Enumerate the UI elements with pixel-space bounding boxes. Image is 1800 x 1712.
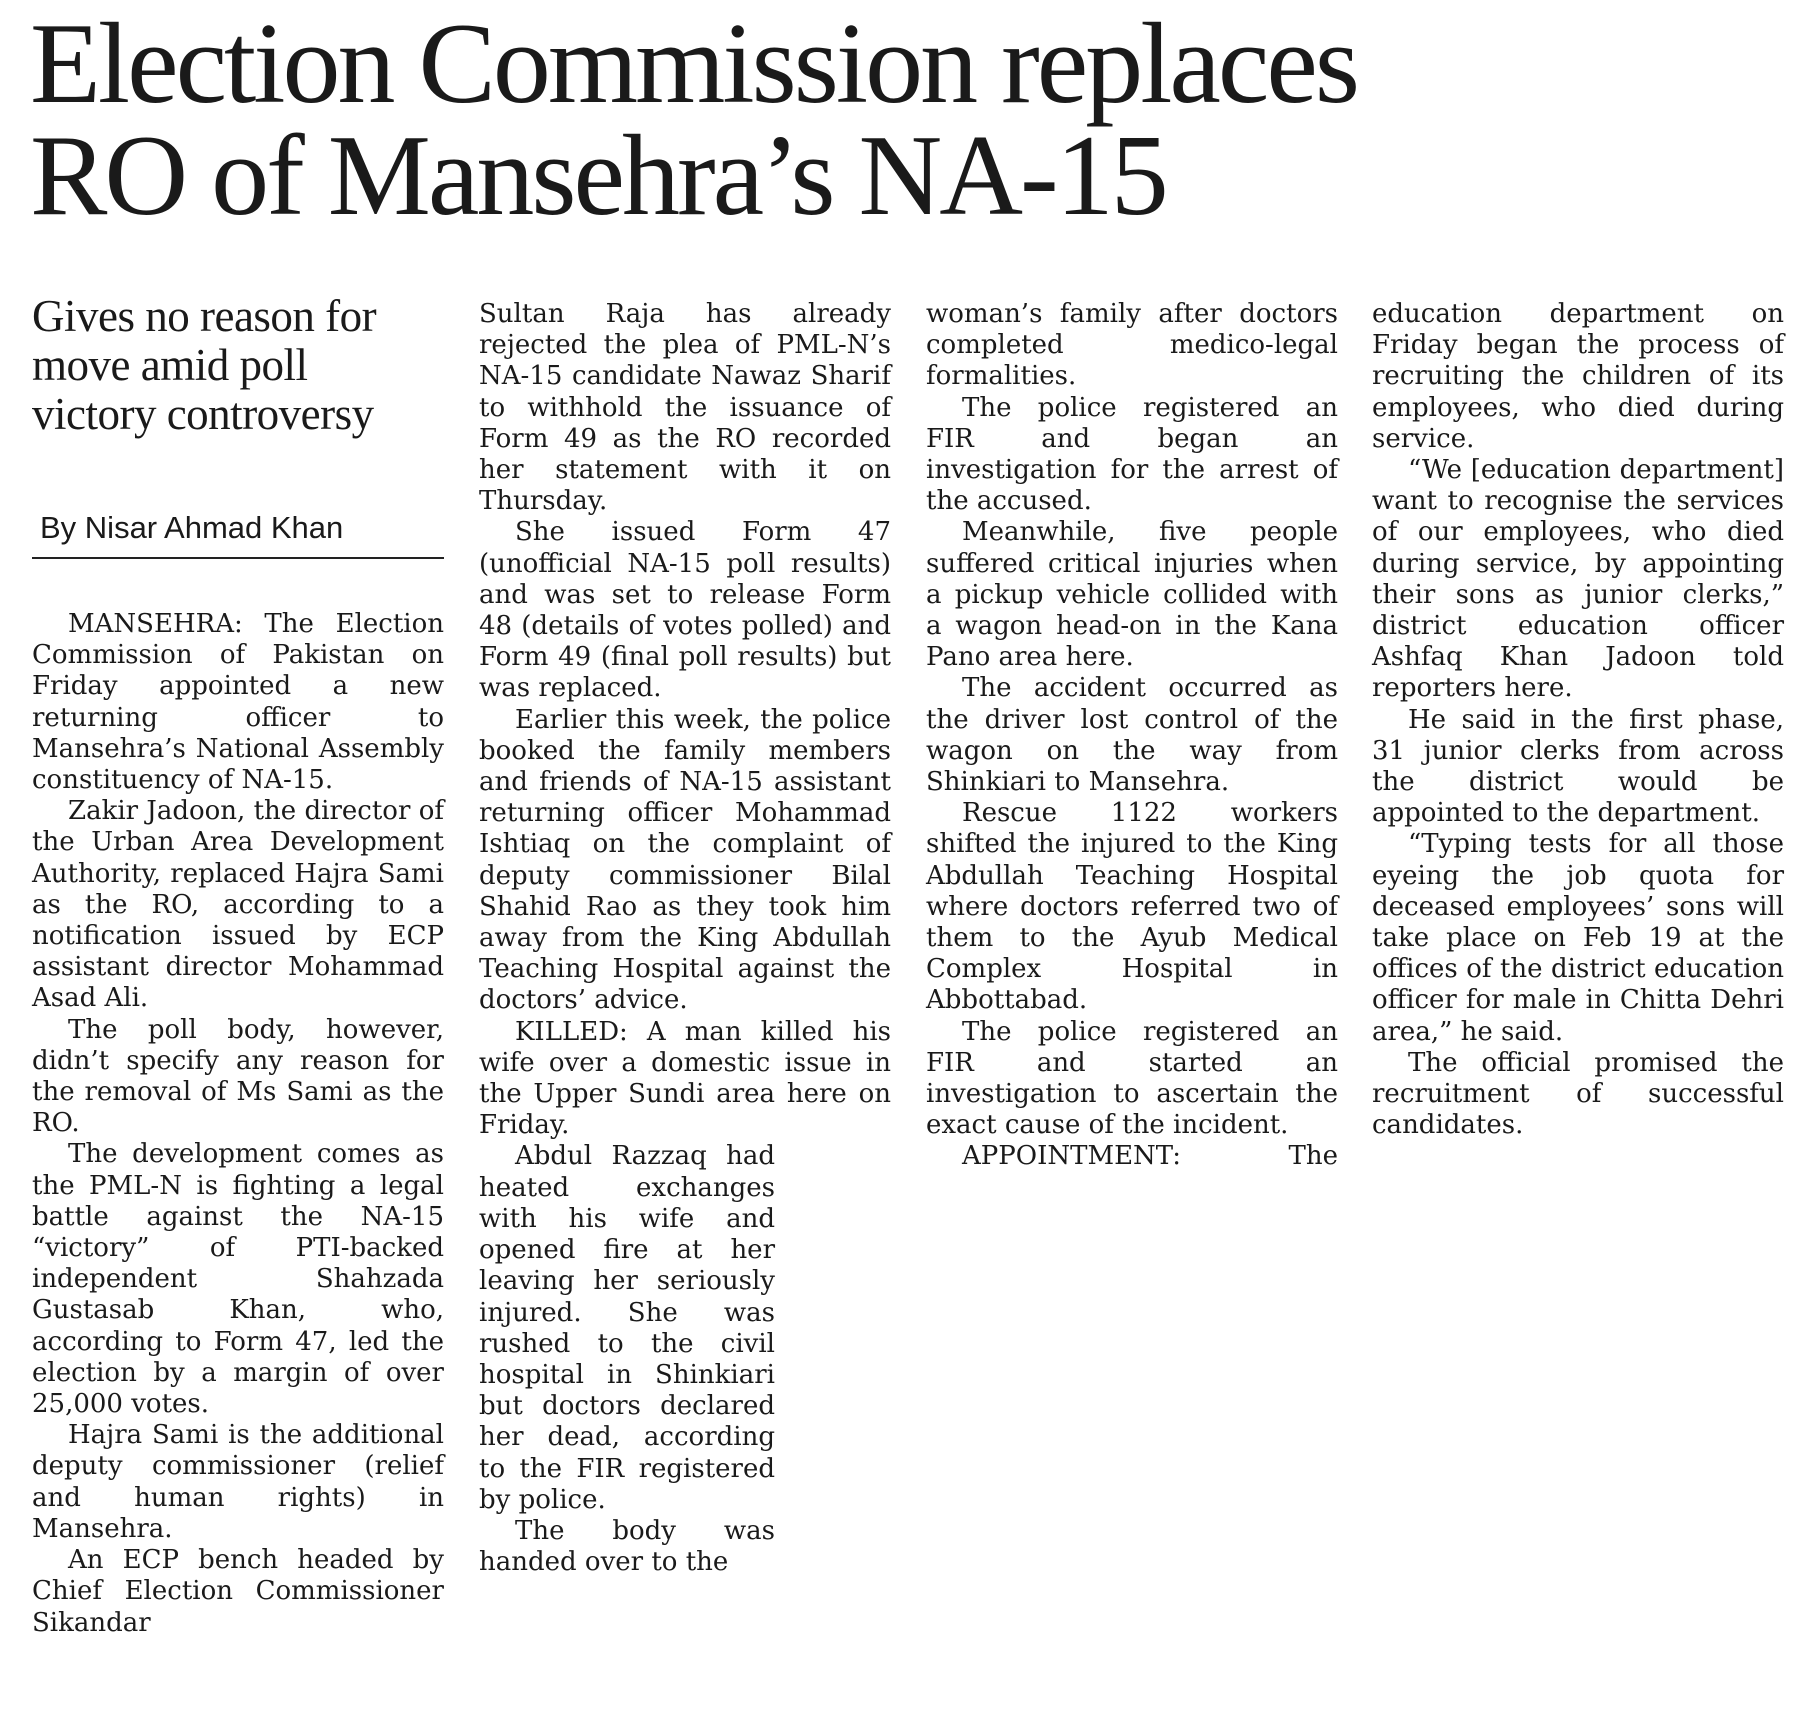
paragraph: The poll body, however, didn’t specify any reason for the removal of Ms Sami as the RO.: [32, 1014, 444, 1139]
article-column-1: [32, 609, 444, 1639]
paragraph: An ECP bench headed by Chief Election Commissioner Sikandar: [32, 1545, 444, 1638]
paragraph: Abdul Razzaq had heated exchanges with his wife and opened fire at her leaving her seriously injured. She was rushed to the civil hospital in Shinkiari but doctors declared her dead, according to the FIR registered by police.: [479, 1141, 775, 1515]
headline: [30, 0, 1790, 240]
paragraph: Sultan Raja has already rejected the plea of PML-N’s NA-15 candidate Nawaz Sharif to withhold the issuance of Form 49 as the RO recorded her statement with it on Thursday.: [479, 299, 891, 517]
paragraph: The accident occurred as the driver lost control of the wagon on the way from Shinkiari to Mansehra.: [926, 673, 1338, 798]
subheadline-line-3: victory controversy: [32, 389, 374, 439]
paragraph: KILLED: A man killed his wife over a domestic issue in the Upper Sundi area here on Friday.: [479, 1016, 891, 1141]
headline-line-2: RO of Mansehra’s NA-15: [30, 112, 1166, 240]
headline-line-1: Election Commission replaces: [30, 0, 1358, 128]
paragraph: “Typing tests for all those eyeing the job quota for deceased employees’ sons will take place on Feb 19 at the offices of the district education officer for male in Chitta Dehri area,” he said.: [1372, 829, 1784, 1047]
paragraph: Rescue 1122 workers shifted the injured to the King Abdullah Teaching Hospital where doctors referred two of them to the Ayub Medical Complex Hospital in Abbottabad.: [926, 798, 1338, 1016]
paragraph: The body was handed over to the: [479, 1515, 775, 1578]
article-column-3: [926, 299, 1338, 1173]
subheadline-line-1: Gives no reason for: [32, 291, 377, 341]
paragraph: Zakir Jadoon, the director of the Urban Area Development Authority, replaced Hajra Sami as the RO, according to a notification issued by ECP assistant director Mohammad Asad Ali.: [32, 796, 444, 1014]
paragraph: He said in the first phase, 31 junior clerks from across the district would be appointed to the department.: [1372, 704, 1784, 829]
paragraph: Earlier this week, the police booked the family members and friends of NA-15 assistant returning officer Mohammad Ishtiaq on the complaint of deputy commissioner Bilal Shahid Rao as they took him away from the King Abdullah Teaching Hospital against the doctors’ advice.: [479, 704, 891, 1016]
paragraph: The development comes as the PML-N is fighting a legal battle against the NA-15 “victory” of PTI-backed independent Shahzada Gustasab Khan, who, according to Form 47, led the election by a margin of over 25,000 votes.: [32, 1139, 444, 1420]
paragraph: The police registered an FIR and began an investigation for the arrest of the accused.: [926, 392, 1338, 517]
paragraph: Hajra Sami is the additional deputy commissioner (relief and human rights) in Mansehra.: [32, 1420, 444, 1544]
paragraph: MANSEHRA: The Election Commission of Pakistan on Friday appointed a new returning officer to Mansehra’s National Assembly constituency of NA-15.: [32, 609, 444, 796]
subheadline-line-2: move amid poll: [32, 340, 308, 390]
paragraph: “We [education department] want to recognise the services of our employees, who died during service, by appointing their sons as junior clerks,” district education officer Ashfaq Khan Jadoon told reporters here.: [1372, 455, 1784, 704]
article-column-4: [1372, 299, 1784, 1141]
paragraph: APPOINTMENT: The: [962, 1141, 1338, 1172]
paragraph: The official promised the recruitment of successful candidates.: [1372, 1047, 1784, 1141]
paragraph: Meanwhile, five people suffered critical injuries when a pickup vehicle collided with a wagon head-on in the Kana Pano area here.: [926, 517, 1338, 673]
byline: By Nisar Ahmad Khan: [40, 510, 344, 545]
paragraph: education department on Friday began the process of recruiting the children of its employees, who died during service.: [1372, 299, 1784, 454]
paragraph: woman’s family after doctors completed medico-legal formalities.: [926, 299, 1338, 392]
paragraph: She issued Form 47 (unofficial NA-15 poll results) and was set to release Form 48 (details of votes polled) and Form 49 (final poll results) but was replaced.: [479, 517, 891, 704]
subheadline: [32, 292, 452, 439]
byline-divider: [32, 557, 444, 559]
article-column-2: [479, 299, 891, 1578]
narrow-text-block: [479, 1141, 775, 1578]
paragraph: The police registered an FIR and started an investigation to ascertain the exact cause of the incident.: [926, 1016, 1338, 1141]
